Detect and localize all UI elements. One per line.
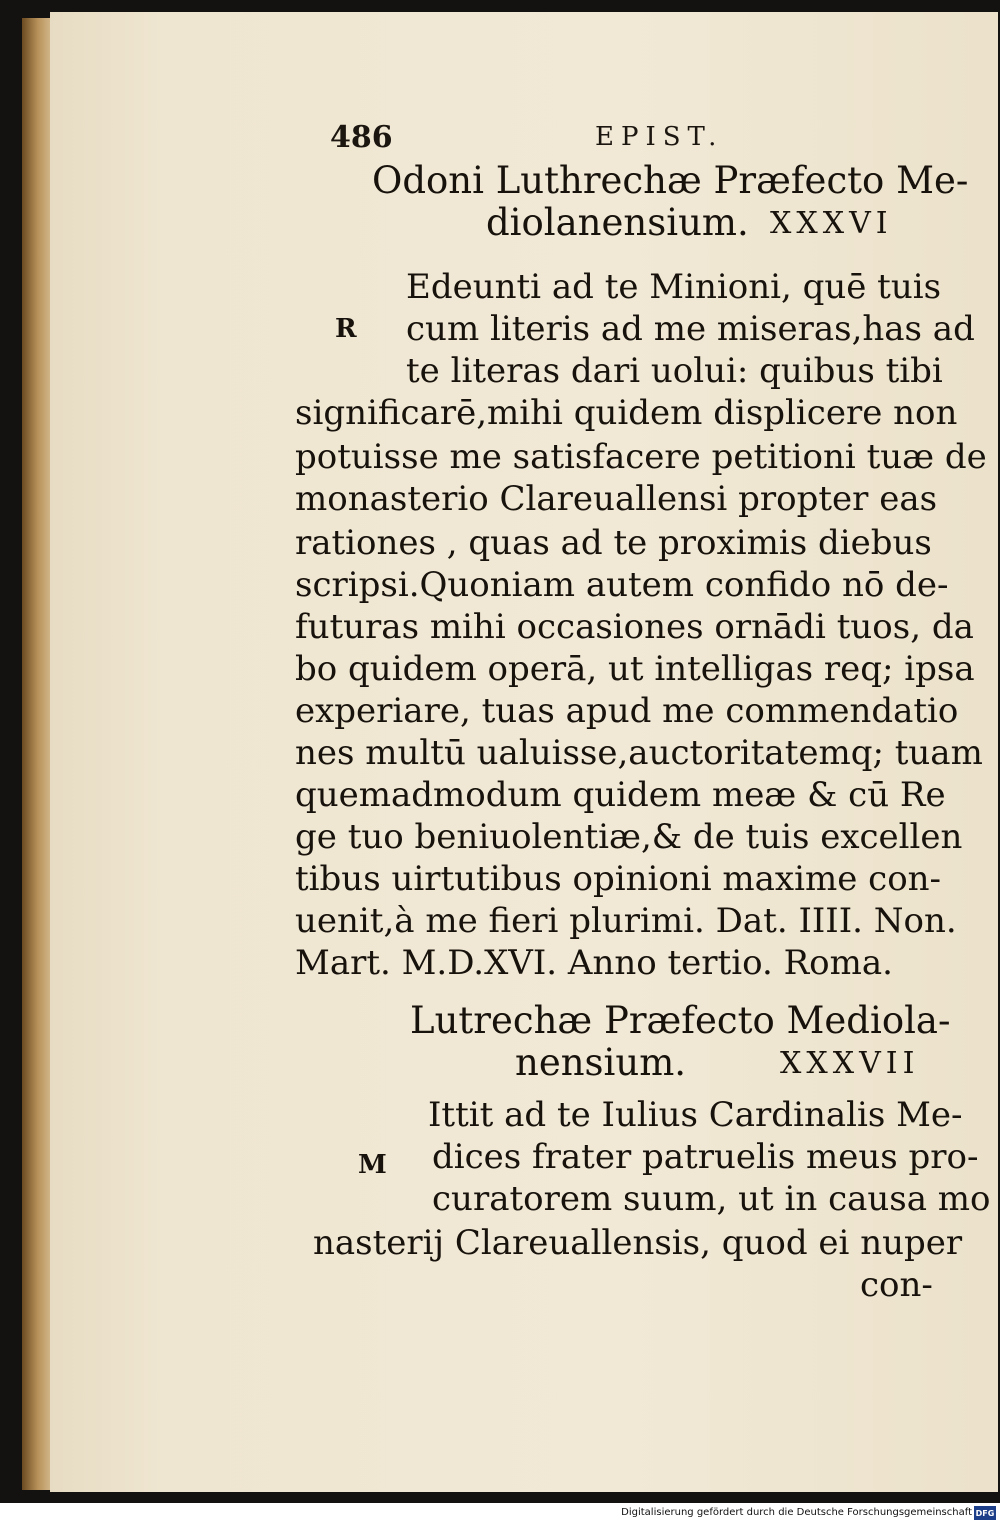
letter-36-line: quemadmodum quidem meæ & cū Re bbox=[295, 775, 946, 815]
letter-37-line: con- bbox=[860, 1265, 933, 1305]
letter-37-initial: M bbox=[358, 1150, 387, 1180]
letter-36-line: monasterio Clareuallensi propter eas bbox=[295, 479, 938, 519]
letter-36-line: ge tuo beniuolentiæ,& de tuis excellen bbox=[295, 817, 963, 857]
letter-37-numeral: XXXVII bbox=[780, 1046, 920, 1081]
letter-36-line: futuras mihi occasiones ornādi tuos, da bbox=[295, 607, 974, 647]
running-title: EPIST. bbox=[595, 122, 724, 152]
letter-37-line: Ittit ad te Iulius Cardinalis Me- bbox=[428, 1095, 963, 1135]
letter-36-line: scripsi.Quoniam autem confido nō de- bbox=[295, 565, 949, 605]
letter-36-line: significarē,mihi quidem displicere non bbox=[295, 393, 958, 433]
letter-37-line: dices frater patruelis meus pro- bbox=[432, 1137, 979, 1177]
letter-36-line: te literas dari uolui: quibus tibi bbox=[406, 351, 943, 391]
letter-36-line: Mart. M.D.XVI. Anno tertio. Roma. bbox=[295, 943, 893, 983]
dfg-logo: DFG bbox=[974, 1506, 996, 1520]
letter-36-heading-line2: diolanensium. bbox=[486, 201, 749, 244]
funding-credit: Digitalisierung gefördert durch die Deutsche Forschungsgemeinschaft bbox=[621, 1507, 972, 1518]
letter-37-line: curatorem suum, ut in causa mo bbox=[432, 1179, 991, 1219]
letter-37-heading-line1: Lutrechæ Præfecto Mediola- bbox=[410, 999, 951, 1042]
letter-36-heading-line1: Odoni Luthrechæ Præfecto Me- bbox=[372, 159, 969, 202]
letter-36-line: rationes , quas ad te proximis diebus bbox=[295, 523, 932, 563]
page-number: 486 bbox=[330, 120, 393, 155]
letter-37-heading-line2: nensium. bbox=[515, 1041, 687, 1084]
letter-36-initial: R bbox=[335, 314, 357, 344]
letter-37-line: nasterij Clareuallensis, quod ei nuper bbox=[313, 1223, 963, 1263]
footer-bar bbox=[0, 1503, 1000, 1524]
letter-36-line: Edeunti ad te Minioni, quē tuis bbox=[406, 267, 942, 307]
book-page bbox=[50, 12, 998, 1492]
letter-36-line: cum literis ad me miseras,has ad bbox=[406, 309, 975, 349]
letter-36-line: tibus uirtutibus opinioni maxime con- bbox=[295, 859, 942, 899]
letter-36-line: bo quidem operā, ut intelligas req; ipsa bbox=[295, 649, 975, 689]
letter-36-line: experiare, tuas apud me commendatio bbox=[295, 691, 959, 731]
letter-36-line: nes multū ualuisse,auctoritatemq; tuam bbox=[295, 733, 983, 773]
letter-36-numeral: XXXVI bbox=[770, 206, 893, 241]
letter-36-line: potuisse me satisfacere petitioni tuæ de bbox=[295, 437, 987, 477]
letter-36-line: uenit,à me fieri plurimi. Dat. IIII. Non. bbox=[295, 901, 957, 941]
